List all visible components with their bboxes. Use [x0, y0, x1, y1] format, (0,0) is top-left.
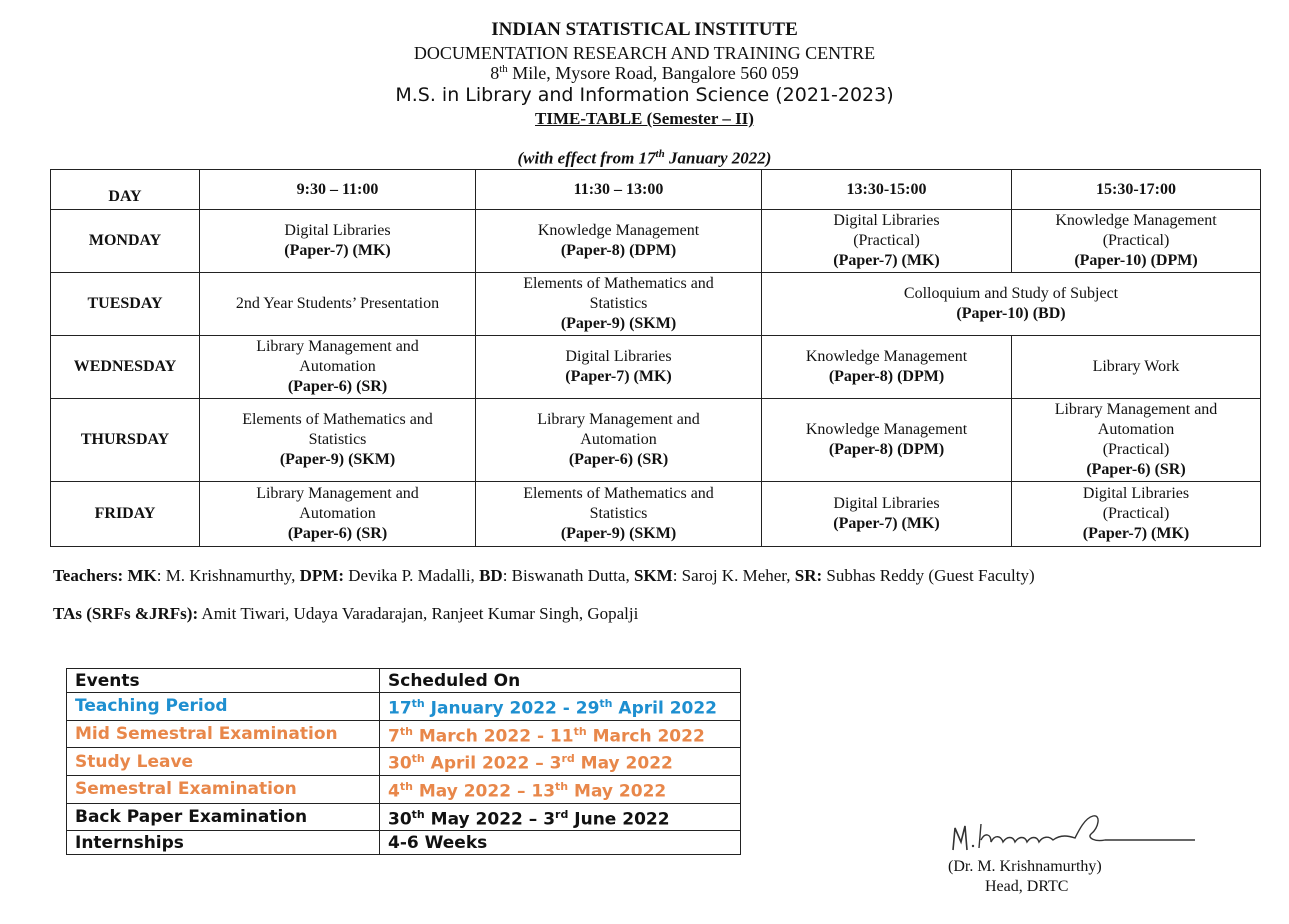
cell-paper: (Paper-6) (SR): [568, 451, 669, 468]
event-row: [67, 720, 741, 748]
effective-date-pre: (with effect from 17: [517, 148, 656, 168]
header-slot-3: 13:30-15:00: [762, 170, 1012, 210]
teacher-skm: : Saroj K. Meher,: [672, 566, 795, 585]
event-row: [67, 748, 741, 776]
header-slot-4: 15:30-17:00: [1012, 170, 1261, 210]
teacher-sr: Subhas Reddy (Guest Faculty): [822, 566, 1035, 585]
thursday-slot-3: [762, 399, 1012, 482]
wednesday-slot-3: [762, 336, 1012, 399]
address: [0, 64, 1289, 82]
cell-paper: (Paper-9) (SKM): [560, 525, 677, 542]
cell-line: Automation: [580, 431, 657, 448]
date-sup: th: [599, 697, 613, 710]
day-monday: MONDAY: [51, 210, 200, 273]
cell-line: Elements of Mathematics and: [523, 485, 714, 502]
cell-line: Statistics: [589, 505, 648, 522]
cell-paper: (Paper-7) (MK): [284, 242, 391, 259]
day-tuesday: TUESDAY: [51, 273, 200, 336]
date-part: June 2022: [568, 809, 670, 830]
date-part: April 2022: [612, 698, 718, 719]
wednesday-slot-1: [200, 336, 476, 399]
date-sup: th: [411, 752, 425, 766]
centre-title: DOCUMENTATION RESEARCH AND TRAINING CENTRE: [413, 43, 876, 63]
friday-slot-3: [762, 482, 1012, 547]
timetable: [50, 169, 1261, 547]
cell-line: Library Management and: [1054, 401, 1218, 418]
table-row-tuesday: [51, 273, 1261, 336]
event-name: Study Leave: [67, 748, 380, 776]
table-row-wednesday: [51, 336, 1261, 399]
date-part: April 2022 – 3: [424, 753, 562, 774]
cell-line: (Practical): [1102, 232, 1170, 249]
cell-line: Library Management and: [537, 411, 700, 428]
events-header-date: Scheduled On: [380, 669, 741, 693]
cell-paper: (Paper-9) (SKM): [560, 315, 677, 332]
tas-label: TAs (SRFs &JRFs):: [53, 604, 199, 623]
cell-line: Knowledge Management: [805, 421, 968, 438]
programme-title: M.S. in Library and Information Science (2021-2023): [395, 84, 894, 106]
date-part: 7: [388, 726, 400, 747]
tas-line: [53, 604, 638, 624]
cell-line: Automation: [299, 505, 376, 522]
header-slot-2: 11:30 – 13:00: [476, 170, 762, 210]
timetable-title: TIME-TABLE (Semester – II): [535, 109, 754, 128]
cell-paper: (Paper-7) (MK): [833, 515, 940, 532]
signatory-title: Head, DRTC: [985, 878, 1069, 895]
cell-line: Statistics: [589, 295, 648, 312]
cell-line: Automation: [299, 358, 376, 375]
thursday-slot-4: [1012, 399, 1261, 482]
cell-line: Knowledge Management: [537, 222, 700, 239]
cell-line: Statistics: [308, 431, 367, 448]
cell-line: Digital Libraries: [565, 348, 672, 365]
event-date: [380, 693, 741, 721]
table-row-thursday: [51, 399, 1261, 482]
cell-paper: (Paper-6) (SR): [287, 378, 388, 395]
teacher-skm-label: SKM: [633, 566, 673, 585]
event-row: [67, 831, 741, 855]
event-date: [380, 748, 741, 776]
date-part: May 2022: [568, 781, 667, 802]
event-row: [67, 803, 741, 831]
date-part: May 2022 – 13: [412, 781, 556, 802]
date-part: March 2022 - 11: [412, 726, 574, 747]
teacher-bd: : Biswanath Dutta,: [502, 566, 634, 585]
monday-slot-3: [762, 210, 1012, 273]
effective-date-post: January 2022): [664, 148, 772, 168]
date-part: May 2022: [574, 753, 673, 774]
monday-slot-4: [1012, 210, 1261, 273]
day-thursday: THURSDAY: [51, 399, 200, 482]
cell-paper: (Paper-10) (BD): [956, 305, 1066, 322]
teacher-sr-label: SR:: [794, 566, 823, 585]
tas-names: Amit Tiwari, Udaya Varadarajan, Ranjeet Kumar Singh, Gopalji: [198, 604, 639, 623]
cell-line: Knowledge Management: [805, 348, 968, 365]
cell-line: Digital Libraries: [833, 212, 940, 229]
wednesday-slot-4: Library Work: [1012, 336, 1261, 399]
date-sup: th: [573, 724, 587, 738]
address-rest: Mile, Mysore Road, Bangalore 560 059: [507, 63, 799, 83]
event-date: [380, 720, 741, 748]
date-sup: th: [411, 807, 425, 821]
institute-title: INDIAN STATISTICAL INSTITUTE: [491, 19, 798, 40]
table-row-monday: [51, 210, 1261, 273]
event-row: [67, 693, 741, 721]
events-header-row: [67, 669, 741, 693]
event-date: [380, 803, 741, 831]
table-row-friday: [51, 482, 1261, 547]
date-sup: th: [411, 697, 425, 710]
cell-line: Digital Libraries: [1082, 485, 1190, 502]
day-friday: FRIDAY: [51, 482, 200, 547]
event-name: Internships: [67, 831, 380, 855]
date-sup: th: [399, 779, 413, 793]
date-part: 30: [388, 753, 412, 774]
table-header-row: [51, 170, 1261, 210]
cell-line: Automation: [1097, 421, 1175, 438]
events-header-event: Events: [67, 669, 380, 693]
teacher-dpm: Devika P. Madalli,: [344, 566, 480, 585]
teacher-bd-label: BD: [479, 566, 503, 585]
date-sup: rd: [555, 807, 569, 821]
thursday-slot-2: [476, 399, 762, 482]
date-sup: th: [399, 724, 413, 738]
date-part: 4: [388, 781, 400, 802]
cell-line: Library Management and: [256, 338, 419, 355]
cell-paper: (Paper-8) (DPM): [828, 441, 945, 458]
events-table: [66, 668, 741, 855]
event-date: 4-6 Weeks: [380, 831, 741, 855]
address-superscript: th: [499, 63, 508, 75]
cell-line: Library Management and: [256, 485, 419, 502]
friday-slot-2: [476, 482, 762, 547]
date-part: March 2022: [586, 726, 705, 747]
cell-paper: (Paper-7) (MK): [833, 252, 940, 269]
cell-paper: (Paper-7) (MK): [565, 368, 672, 385]
teacher-mk: : M. Krishnamurthy,: [156, 566, 300, 585]
effective-date-sup: th: [655, 148, 665, 160]
address-number: 8: [490, 63, 500, 83]
cell-line: Colloquium and Study of Subject: [903, 285, 1119, 302]
monday-slot-2: [476, 210, 762, 273]
cell-line: (Practical): [1102, 441, 1170, 458]
date-part: 30: [388, 809, 412, 830]
day-wednesday: WEDNESDAY: [51, 336, 200, 399]
cell-line: Knowledge Management: [1055, 212, 1217, 229]
handwritten-signature: [945, 810, 1205, 860]
effective-date: [0, 149, 1289, 167]
cell-line: Digital Libraries: [833, 495, 940, 512]
tuesday-slot-1: 2nd Year Students’ Presentation: [200, 273, 476, 336]
cell-paper: (Paper-10) (DPM): [1074, 252, 1198, 269]
friday-slot-1: [200, 482, 476, 547]
thursday-slot-1: [200, 399, 476, 482]
cell-line: (Practical): [853, 232, 920, 249]
tuesday-slot-2: [476, 273, 762, 336]
cell-line: Digital Libraries: [284, 222, 391, 239]
teachers-label: Teachers: MK: [53, 566, 157, 585]
cell-paper: (Paper-7) (MK): [1082, 525, 1190, 542]
date-sup: rd: [561, 752, 575, 766]
date-sup: th: [555, 779, 569, 793]
date-part: May 2022 – 3: [424, 809, 556, 830]
header-slot-1: 9:30 – 11:00: [200, 170, 476, 210]
event-name: Semestral Examination: [67, 775, 380, 803]
event-name: Back Paper Examination: [67, 803, 380, 831]
cell-line: (Practical): [1102, 505, 1170, 522]
teacher-dpm-label: DPM:: [299, 566, 345, 585]
teachers-line: [53, 566, 1035, 586]
event-date: [380, 775, 741, 803]
signatory-name: (Dr. M. Krishnamurthy): [948, 858, 1102, 875]
tuesday-slot-3-4: [762, 273, 1261, 336]
cell-paper: (Paper-6) (SR): [287, 525, 388, 542]
cell-paper: (Paper-8) (DPM): [828, 368, 945, 385]
event-name: Mid Semestral Examination: [67, 720, 380, 748]
cell-paper: (Paper-6) (SR): [1086, 461, 1186, 478]
date-part: January 2022 - 29: [424, 698, 600, 719]
header-day: DAY: [51, 170, 200, 210]
wednesday-slot-2: [476, 336, 762, 399]
event-row: [67, 775, 741, 803]
cell-paper: (Paper-8) (DPM): [560, 242, 677, 259]
friday-slot-4: [1012, 482, 1261, 547]
date-part: 17: [388, 698, 412, 719]
cell-paper: (Paper-9) (SKM): [279, 451, 396, 468]
event-name: Teaching Period: [67, 693, 380, 721]
cell-line: Elements of Mathematics and: [242, 411, 433, 428]
cell-line: Elements of Mathematics and: [523, 275, 714, 292]
monday-slot-1: [200, 210, 476, 273]
